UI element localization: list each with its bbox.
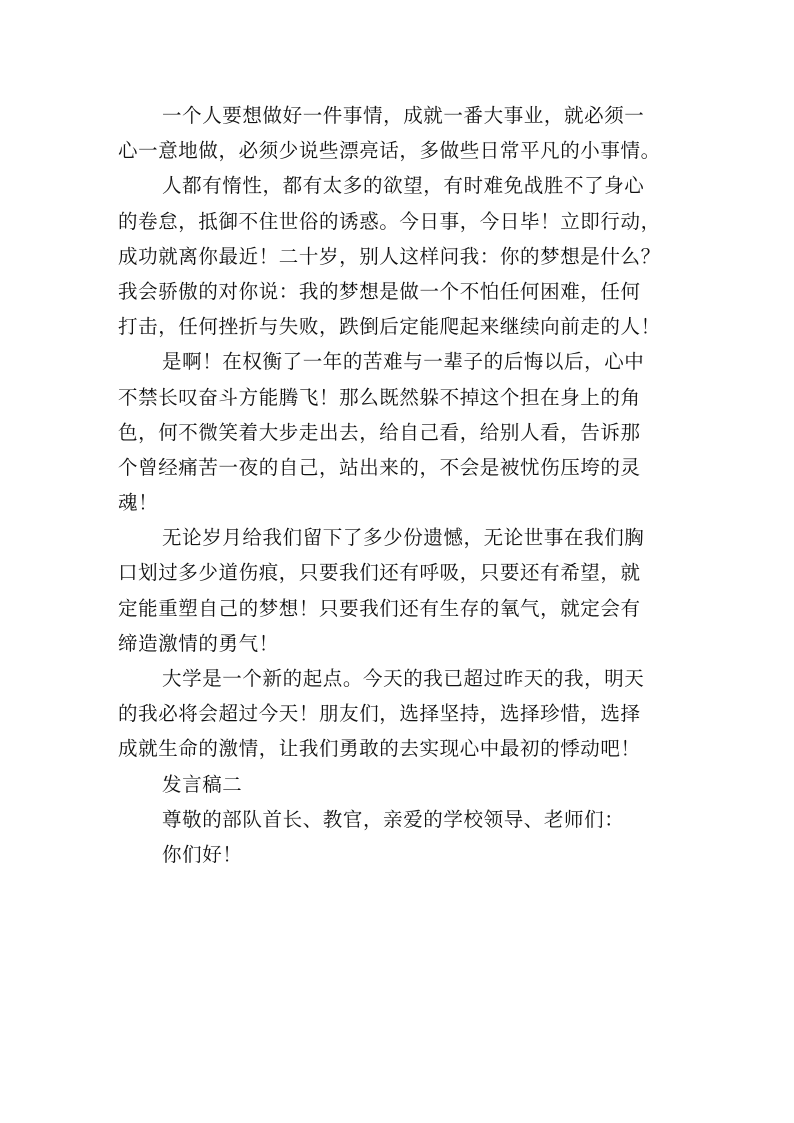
text-line: 无论岁月给我们留下了多少份遗憾，无论世事在我们胸 — [162, 526, 645, 550]
text-line: 个曾经痛苦一夜的自己，站出来的，不会是被忧伤压垮的灵 — [118, 455, 641, 479]
text-line: 口划过多少道伤痕，只要我们还有呼吸，只要还有希望，就 — [118, 561, 641, 585]
text-line: 缔造激情的勇气！ — [118, 631, 279, 655]
text-line: 的卷怠，抵御不住世俗的诱惑。今日事，今日毕！立即行动， — [118, 209, 661, 233]
text-line: 我会骄傲的对你说：我的梦想是做一个不怕任何困难，任何 — [118, 279, 641, 303]
section-heading: 发言稿二 — [162, 772, 243, 796]
text-line: 色，何不微笑着大步走出去，给自己看，给别人看，告诉那 — [118, 420, 641, 444]
text-line: 成就生命的激情，让我们勇敢的去实现心中最初的悸动吧！ — [118, 737, 641, 761]
text-line: 大学是一个新的起点。今天的我已超过昨天的我，明天 — [162, 667, 645, 690]
text-line: 打击，任何挫折与失败，跌倒后定能爬起来继续向前走的人！ — [118, 315, 661, 339]
text-line: 不禁长叹奋斗方能腾飞！那么既然躲不掉这个担在身上的角 — [118, 385, 641, 409]
text-line: 魂！ — [118, 491, 159, 515]
text-line: 是啊！在权衡了一年的苦难与一辈子的后悔以后，心中 — [162, 350, 645, 374]
text-line: 人都有惰性，都有太多的欲望，有时难免战胜不了身心 — [162, 174, 645, 198]
text-line: 的我必将会超过今天！朋友们，选择坚持，选择珍惜，选择 — [118, 702, 641, 726]
text-line: 心一意地做，必须少说些漂亮话，多做些日常平凡的小事情。 — [118, 139, 661, 163]
salutation-line: 尊敬的部队首长、教官，亲爱的学校领导、老师们： — [162, 807, 625, 831]
greeting-line: 你们好！ — [162, 842, 243, 866]
text-line: 成功就离你最近！二十岁，别人这样问我：你的梦想是什么？ — [118, 244, 661, 268]
text-line: 一个人要想做好一件事情，成就一番大事业，就必须一 — [162, 104, 645, 127]
text-line: 定能重塑自己的梦想！只要我们还有生存的氧气，就定会有 — [118, 596, 641, 620]
document-body — [118, 98, 678, 872]
